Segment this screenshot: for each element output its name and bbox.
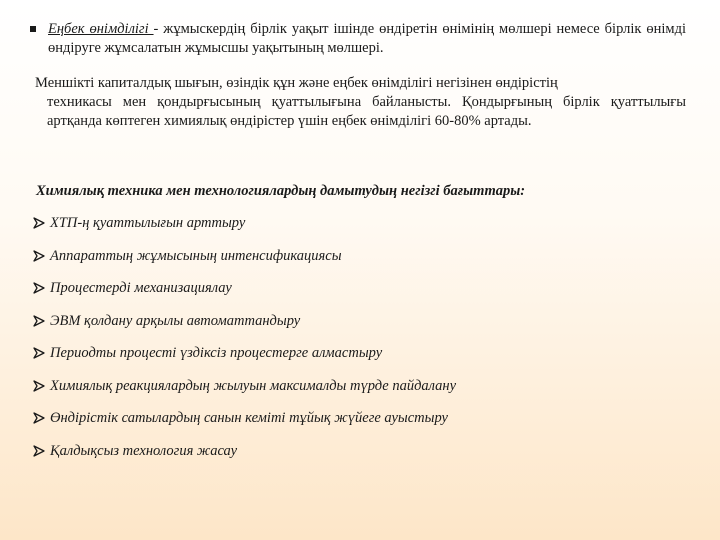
explanation-first-line: Меншікті капиталдық шығын, өзіндік құн және еңбек өнімділігі негізінен өндірістің	[35, 75, 558, 91]
list-item-text: Периодты процесті үздіксіз процестерге алмастыру	[50, 345, 383, 361]
square-bullet-icon	[30, 26, 36, 32]
list-item-text: Қалдықсыз технология жасау	[50, 442, 238, 459]
arrow-bullet-icon	[33, 380, 45, 392]
list-item	[33, 311, 683, 344]
explanation-paragraph	[35, 74, 686, 131]
directions-list	[33, 213, 683, 473]
list-item	[33, 278, 683, 311]
arrow-bullet-icon	[33, 217, 45, 229]
list-item-text: Аппараттың жұмысының интенсификациясы	[50, 247, 342, 264]
arrow-bullet-icon	[33, 282, 45, 294]
explanation-body: техникасы мен қондырғысының қуаттылығына байланысты. Қондырғының бірлік қуаттылығы артқанда көптеген химиялық өндірістер үшін еңбек өнімділігі 60-80% артады.	[47, 94, 686, 129]
arrow-bullet-icon	[33, 250, 45, 262]
list-item-text: ЭВМ қолдану арқылы автоматтандыру	[50, 312, 301, 329]
list-item-text: ХТП-ң қуаттылығын арттыру	[50, 215, 246, 231]
definition-body: - жұмыскердің бірлік уақыт ішінде өндіретін өнімінің мөлшері немесе бірлік өнімді өндіруге жұмсалатын жұмысшы уақытының мөлшері.	[48, 21, 686, 56]
list-item-text: Химиялық реакциялардың жылуын максималды түрде пайдалану	[50, 377, 457, 394]
definition-text	[48, 20, 686, 58]
list-item	[33, 246, 683, 279]
list-item-text: Процестерді механизациялау	[50, 280, 232, 296]
list-item	[33, 441, 683, 474]
arrow-bullet-icon	[33, 347, 45, 359]
section-heading: Химиялық техника мен технологиялардың дамытудың негізгі бағыттары:	[36, 183, 526, 199]
list-item	[33, 376, 683, 409]
definition-paragraph	[30, 20, 686, 58]
list-item	[33, 408, 683, 441]
list-item	[33, 343, 683, 376]
list-item	[33, 213, 683, 246]
arrow-bullet-icon	[33, 445, 45, 457]
definition-term: Еңбек өнімділігі	[48, 21, 154, 37]
list-item-text: Өндірістік сатылардың санын кеміті тұйық жүйеге ауыстыру	[50, 410, 448, 426]
arrow-bullet-icon	[33, 315, 45, 327]
arrow-bullet-icon	[33, 412, 45, 424]
